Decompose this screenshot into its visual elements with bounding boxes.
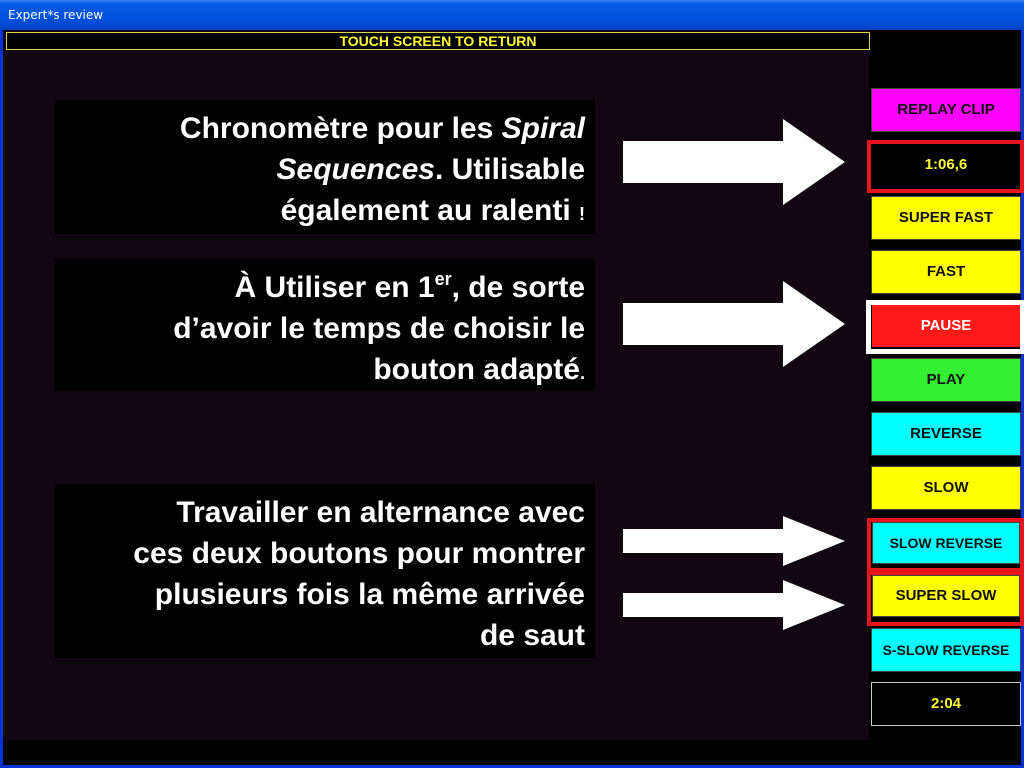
arrow-right-icon <box>623 119 845 205</box>
note1-line3-mark: ! <box>579 204 585 224</box>
note1-line2-italic: Sequences <box>276 153 435 186</box>
play-button[interactable]: PLAY <box>871 358 1021 402</box>
note1-line2-text: . Utilisable <box>434 153 585 186</box>
timer-display: 1:06,6 <box>872 144 1020 186</box>
note-use-first <box>55 259 595 391</box>
note2-line3-mark: . <box>579 363 585 383</box>
duration-display: 2:04 <box>871 682 1021 726</box>
note1-line2 <box>65 149 585 190</box>
content-area <box>3 30 1021 765</box>
note2-line1-text: À Utiliser en 1 <box>234 271 435 304</box>
window-title: Expert*s review <box>8 8 104 22</box>
title-bar <box>0 0 1024 30</box>
arrow-right-icon <box>623 580 845 630</box>
note1-line1-text: Chronomètre pour les <box>179 112 502 145</box>
fast-button[interactable]: FAST <box>871 250 1021 294</box>
replay-clip-button[interactable]: REPLAY CLIP <box>871 88 1021 132</box>
pause-button[interactable]: PAUSE <box>872 305 1020 347</box>
arrow-right-icon <box>623 281 845 367</box>
arrow-right-icon <box>623 516 845 566</box>
super-slow-button[interactable]: SUPER SLOW <box>872 575 1020 617</box>
reverse-button[interactable]: REVERSE <box>871 412 1021 456</box>
touch-to-return-bar[interactable]: TOUCH SCREEN TO RETURN <box>6 32 870 50</box>
note3-line2: ces deux boutons pour montrer <box>133 537 585 570</box>
note2-line1-suffix: , de sorte <box>451 271 585 304</box>
note2-line3 <box>65 349 585 394</box>
note2-line3-text: bouton adapté <box>373 353 580 386</box>
super-fast-button[interactable]: SUPER FAST <box>871 196 1021 240</box>
note3-line4: de saut <box>479 619 585 652</box>
note-chronometer <box>55 100 595 234</box>
note1-line3 <box>65 190 585 235</box>
note1-line1 <box>65 108 585 149</box>
note2-line2: d’avoir le temps de choisir le <box>173 312 585 345</box>
note3-line3: plusieurs fois la même arrivée <box>154 578 585 611</box>
note2-line1 <box>65 267 585 308</box>
note-alternate <box>55 484 595 658</box>
slow-reverse-button[interactable]: SLOW REVERSE <box>872 522 1020 564</box>
note2-line1-sup: er <box>434 269 452 289</box>
note1-line3-text: également au ralenti <box>280 194 579 227</box>
note3-line1: Travailler en alternance avec <box>176 496 585 529</box>
slow-button[interactable]: SLOW <box>871 466 1021 510</box>
s-slow-reverse-button[interactable]: S-SLOW REVERSE <box>871 628 1021 672</box>
note1-line1-italic: Spiral <box>501 112 585 145</box>
